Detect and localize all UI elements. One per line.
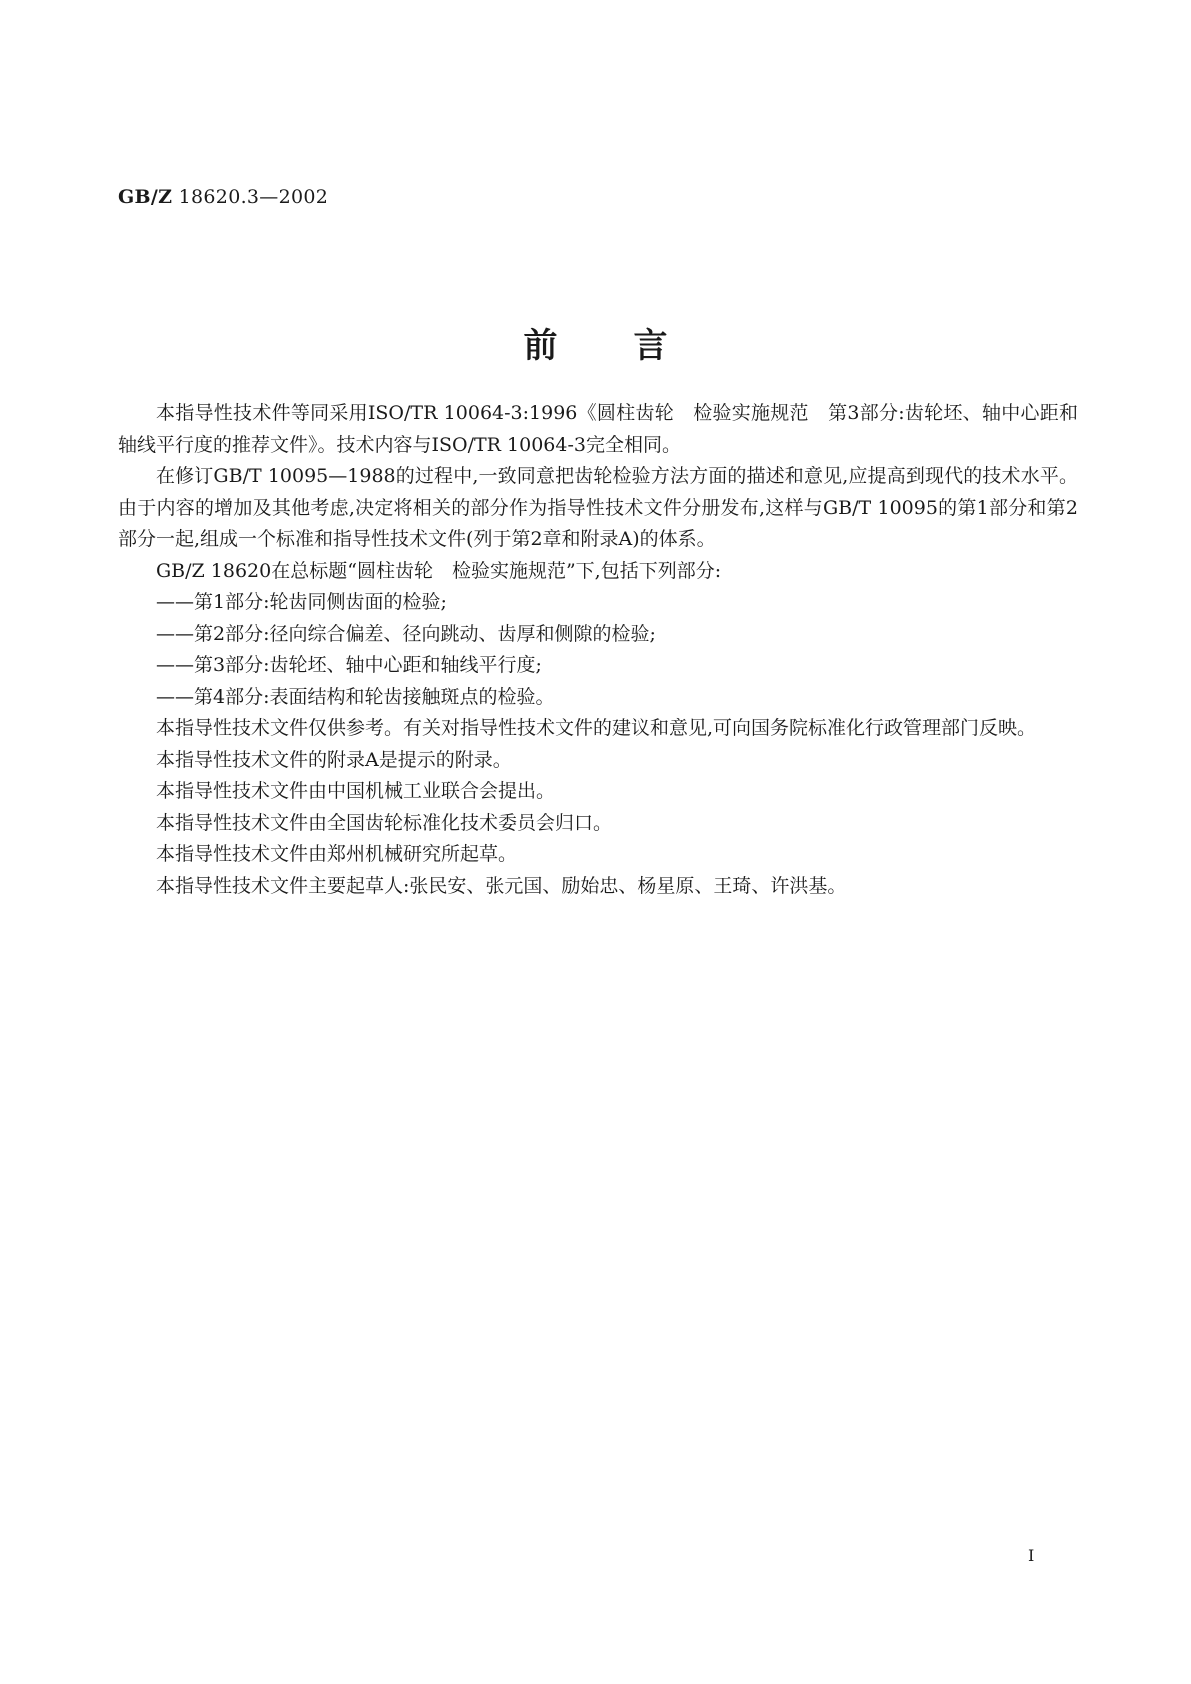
paragraph-proposed-by: 本指导性技术文件由中国机械工业联合会提出。 [156, 780, 556, 802]
paragraph-revision: 在修订GB/T 10095—1988的过程中,一致同意把齿轮检验方法方面的描述和意见,应提高到现代的技术水平。由于内容的增加及其他考虑,决定将相关的部分作为指导性技术文件分册发布,这样与GB/T 10095的第1部分和第2部分一起,组成一个标准和指导性技术文件(列于第2章和附录A)的体系。 [118, 465, 1078, 550]
paragraph-centralized-by: 本指导性技术文件由全国齿轮标准化技术委员会归口。 [156, 811, 613, 834]
page-number: I [1028, 1546, 1035, 1565]
paragraph-appendix: 本指导性技术文件的附录A是提示的附录。 [156, 748, 512, 771]
page-title: 前言 [523, 326, 744, 366]
standard-prefix: GB/Z [118, 186, 173, 208]
paragraph-main-drafters: 本指导性技术文件主要起草人:张民安、张元国、励始忠、杨星原、王琦、许洪基。 [156, 874, 847, 897]
paragraph-adoption: 本指导性技术件等同采用ISO/TR 10064-3:1996《圆柱齿轮 检验实施规范 第3部分:齿轮坯、轴中心距和轴线平行度的推荐文件》。技术内容与ISO/TR 10064-3完全相同。 [118, 402, 1078, 456]
paragraph-parts-intro: GB/Z 18620在总标题“圆柱齿轮 检验实施规范”下,包括下列部分: [156, 559, 722, 582]
paragraph-drafted-by: 本指导性技术文件由郑州机械研究所起草。 [156, 843, 518, 865]
paragraph-reference-only: 本指导性技术文件仅供参考。有关对指导性技术文件的建议和意见,可向国务院标准化行政管理部门反映。 [156, 717, 1037, 739]
list-item-part-3: ——第3部分:齿轮坯、轴中心距和轴线平行度; [156, 654, 542, 676]
list-item-part-2: ——第2部分:径向综合偏差、径向跳动、齿厚和侧隙的检验; [156, 622, 656, 645]
list-item-part-4: ——第4部分:表面结构和轮齿接触斑点的检验。 [156, 685, 555, 708]
standard-code [118, 186, 328, 208]
standard-number: 18620.3—2002 [178, 186, 329, 208]
list-item-part-1: ——第1部分:轮齿同侧齿面的检验; [156, 591, 447, 613]
foreword-body [118, 398, 1078, 902]
